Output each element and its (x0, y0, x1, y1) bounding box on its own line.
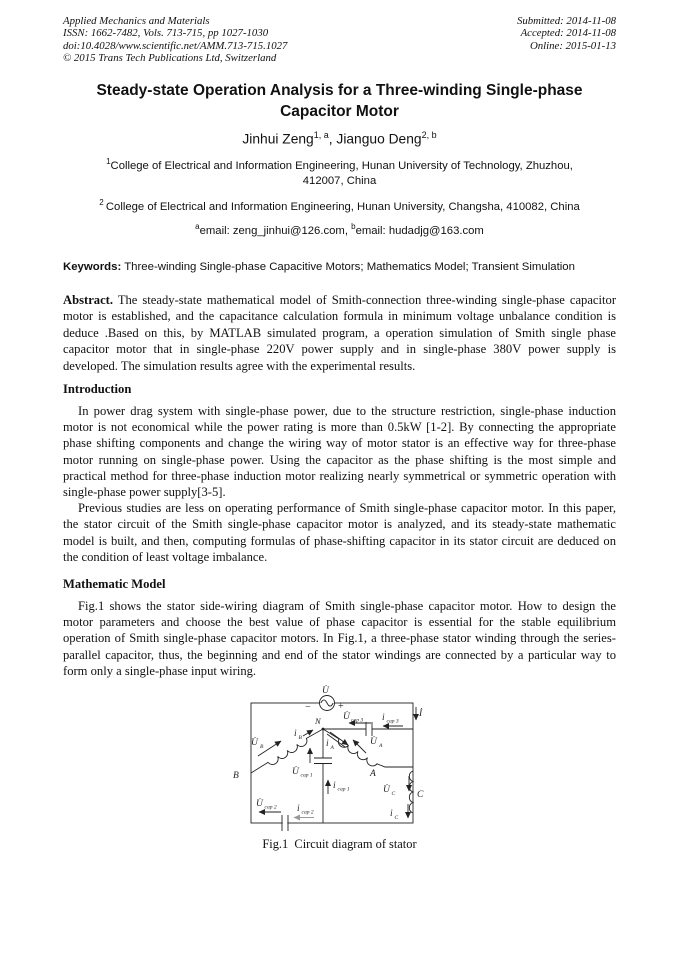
label-u-a: U̇ (370, 736, 377, 747)
label-i-cap3-sub: cap 3 (386, 718, 399, 725)
circuit-diagram-svg (222, 683, 457, 835)
title-line-2: Capacitor Motor (280, 103, 399, 121)
winding-b-coil (251, 729, 323, 773)
node-n-dot (322, 728, 325, 731)
affiliation-1-line2: 412007, China (302, 175, 377, 188)
label-i-c-sub: C (394, 814, 399, 821)
online-date: Online: 2015-01-13 (529, 39, 616, 52)
ac-source-icon (320, 695, 335, 710)
label-terminal-b: B (233, 770, 239, 781)
email-a-sup: a (195, 221, 200, 231)
authors-line (63, 127, 616, 148)
author-1-sup: 1, a (313, 130, 329, 141)
label-terminal-a: A (370, 768, 376, 779)
label-terminal-c: C (417, 789, 424, 800)
label-u-cap2-sub: cap 2 (264, 804, 277, 811)
title-line-1: Steady-state Operation Analysis for a Three-winding Single-phase (96, 82, 583, 100)
label-u-a-sub: A (379, 742, 383, 749)
introduction-para-1: In power drag system with single-phase power, due to the structure restriction, single-phase induction motor is not economical while the power rating is more than 0.5kW [1-2]. By connecting the appropriate phase shifting components and change the wiring way of motor stator is an effective way for three-phase motor running on single-phase power. Using the capacitor as the phase shifting is the most simple and practical method for three-phase induction motor realizing nearly symmetrical or symmetric operation with single-phase power supply[3-5]. (63, 403, 616, 499)
author-1-name: Jinhui Zeng (242, 131, 314, 147)
email-b-text: email: hudadjg@163.com (355, 224, 484, 237)
figure-caption: Fig.1 Circuit diagram of stator (262, 836, 417, 851)
email-b-sup: b (351, 221, 356, 231)
label-u-b-sub: B (260, 743, 264, 750)
model-para-1: Fig.1 shows the stator side-wiring diagram of Smith single-phase capacitor motor. How to design the motor parameters and choose the best value of phase capacitor is essential for the stable equilibrium operation of Smith single-phase capacitor motors. In Fig.1, a three-phase stator winding through the series-parallel capacitor, thus, the beginning and end of the stator windings are connected by a particular way to form only a single-phase input wiring. (63, 598, 616, 678)
label-u-cap3: U̇ (343, 711, 350, 722)
publication-header (63, 15, 616, 64)
author-2-sup: 2, b (421, 130, 437, 141)
label-i-c: i (390, 808, 393, 819)
journal-doi-line: doi:10.4028/www.scientific.net/AMM.713-715.1027 (63, 39, 288, 52)
keywords-label: Keywords: (63, 261, 122, 274)
label-source-minus: − (305, 701, 311, 713)
label-u-cap1-sub: cap 1 (300, 772, 313, 779)
abstract-label: Abstract. (63, 292, 114, 307)
emails-line (63, 219, 616, 239)
winding-a-coil (323, 729, 413, 767)
label-u-cap3-sub: cap 3 (351, 717, 364, 724)
winding-c-coil (409, 771, 413, 813)
label-i-b-sub: B (298, 734, 302, 741)
accepted-date: Accepted: 2014-11-08 (520, 27, 616, 40)
affiliation-2-text: College of Electrical and Information Engineering, Hunan University, Changsha, 410082, China (105, 200, 580, 213)
introduction-para-2: Previous studies are less on operating performance of Smith single-phase capacitor motor. In this paper, the stator circuit of the Smith single-phase capacitor motor is analyzed, and its steady-state mathematic model is built, and then, computing formulas of phase-shifting capacitor in its stator circuit are deduced on the condition of least voltage imbalance. (63, 501, 616, 564)
keywords-block (63, 261, 616, 275)
authors-separator: , (328, 131, 337, 147)
u-a-arrow (353, 740, 366, 753)
label-i-a: i (326, 738, 329, 749)
section-model-heading: Mathematic Model (63, 576, 166, 591)
label-i-b: i (294, 728, 297, 739)
section-introduction-heading: Introduction (63, 381, 132, 396)
keywords-text: Three-winding Single-phase Capacitive Motors; Mathematics Model; Transient Simulation (124, 261, 575, 274)
submitted-date: Submitted: 2014-11-08 (516, 15, 616, 27)
label-u-c: U̇ (383, 784, 390, 795)
label-source-plus: + (338, 700, 344, 712)
label-source-voltage: U̇ (322, 685, 329, 696)
label-u-cap1: U̇ (292, 766, 299, 777)
affiliation-2-sup: 2 (99, 197, 106, 207)
circuit-figure (63, 683, 616, 852)
label-node-n: N (315, 715, 321, 726)
affiliation-1-line1: College of Electrical and Information Engineering, Hunan University of Technology, Zhuzhou, (110, 159, 573, 172)
label-i-cap2-sub: cap 2 (301, 809, 314, 816)
label-u-cap2: U̇ (256, 798, 263, 809)
affiliation-2 (63, 195, 616, 215)
label-u-c-sub: C (391, 790, 396, 797)
label-u-b: U̇ (251, 737, 258, 748)
journal-name: Applied Mechanics and Materials (63, 15, 210, 27)
journal-copyright-line: © 2015 Trans Tech Publications Ltd, Switzerland (63, 51, 277, 64)
paper-title (63, 80, 616, 122)
label-i-cap1: i (333, 780, 336, 791)
email-a-text: email: zeng_jinhui@126.com, (199, 224, 352, 237)
affiliation-1-sup: 1 (106, 156, 111, 166)
label-i-a-sub: A (330, 744, 334, 751)
label-i-cap1-sub: cap 1 (337, 786, 350, 793)
abstract-text: The steady-state mathematical model of Smith-connection three-winding single-phase capacitor motor is established, and the capacitance calculation formula in minimum voltage unbalance condition is deduce .Based on this, by MATLAB simulated program, a operation simulation of Smith single phase capacitor motor that in single-phase 220V power supply and in single-phase 380V power supply is developed. The simulation results agree with the experimental results. (63, 292, 617, 373)
label-i-cap2: i (297, 803, 300, 814)
abstract-block (63, 292, 616, 374)
label-i-cap3: i (382, 712, 385, 723)
submission-info (517, 15, 616, 64)
author-2-name: Jianguo Deng (336, 131, 422, 147)
label-main-current: İ (419, 708, 423, 719)
journal-issn-line: ISSN: 1662-7482, Vols. 713-715, pp 1027-1030 (63, 27, 269, 40)
affiliation-1 (63, 154, 616, 190)
journal-info (63, 15, 287, 64)
